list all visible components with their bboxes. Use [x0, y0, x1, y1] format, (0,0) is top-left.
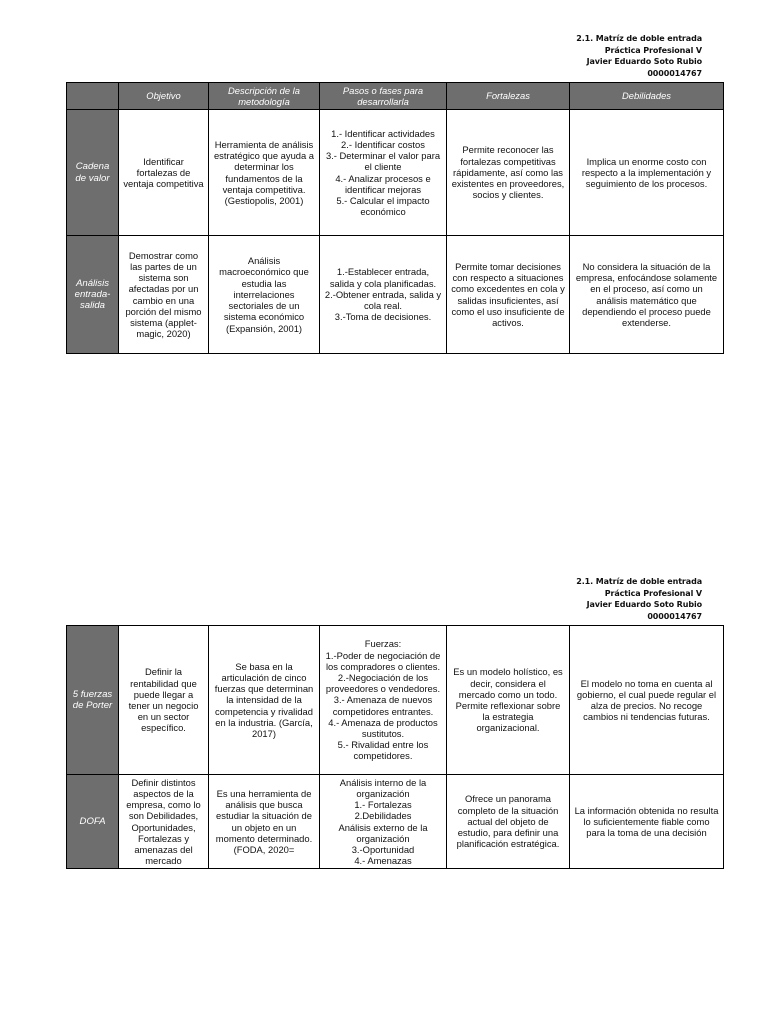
- row-header: Análisis entrada-salida: [67, 236, 119, 354]
- header-course: Práctica Profesional V: [604, 45, 702, 55]
- column-header-descripcion: Descripción de la metodología: [209, 83, 320, 110]
- cell-objetivo: Definir distintos aspectos de la empresa, como lo son Debilidades, Oportunidades, Fortalezas y amenazas del mercado: [119, 775, 209, 869]
- column-header-debilidades: Debilidades: [570, 83, 724, 110]
- cell-fortalezas: Permite tomar decisiones con respecto a situaciones como excedentes en cola y salidas insuficientes, así como el uso insuficiente de activos.: [447, 236, 570, 354]
- table-row: [67, 236, 724, 354]
- cell-debilidades: No considera la situación de la empresa, enfocándose solamente en el proceso, así como un análisis matemático que dependiendo el proceso puede extenderse.: [570, 236, 724, 354]
- header-id: 0000014767: [647, 68, 702, 78]
- cell-objetivo: Identificar fortalezas de ventaja competitiva: [119, 110, 209, 236]
- table-header-row: [67, 83, 724, 110]
- header-id: 0000014767: [647, 611, 702, 621]
- cell-descripcion: Se basa en la articulación de cinco fuerzas que determinan la intensidad de la competencia y rivalidad en la industria. (García, 2017): [209, 626, 320, 775]
- matrix-table-page2: [66, 625, 724, 869]
- row-header: Cadena de valor: [67, 110, 119, 236]
- row-header: DOFA: [67, 775, 119, 869]
- column-header-fortalezas: Fortalezas: [447, 83, 570, 110]
- cell-fortalezas: Permite reconocer las fortalezas competitivas rápidamente, así como las existentes en proveedores, socios y clientes.: [447, 110, 570, 236]
- document-header: [576, 576, 702, 622]
- cell-pasos: 1.-Establecer entrada, salida y cola planificadas. 2.-Obtener entrada, salida y cola real. 3.-Toma de decisiones.: [320, 236, 447, 354]
- cell-debilidades: El modelo no toma en cuenta al gobierno, el cual puede regular el alza de precios. No recoge cambios ni tendencias futuras.: [570, 626, 724, 775]
- header-corner: [67, 83, 119, 110]
- cell-debilidades: Implica un enorme costo con respecto a la implementación y seguimiento de los procesos.: [570, 110, 724, 236]
- cell-debilidades: La información obtenida no resulta lo suficientemente fiable como para la toma de una decisión: [570, 775, 724, 869]
- cell-pasos: 1.- Identificar actividades 2.- Identificar costos 3.- Determinar el valor para el cliente 4.- Analizar procesos e identificar mejoras 5.- Calcular el impacto económico: [320, 110, 447, 236]
- cell-objetivo: Demostrar como las partes de un sistema son afectadas por un cambio en una porción del mismo sistema (applet-magic, 2020): [119, 236, 209, 354]
- header-author: Javier Eduardo Soto Rubio: [586, 57, 702, 66]
- cell-fortalezas: Ofrece un panorama completo de la situación actual del objeto de estudio, para definir una planificación estratégica.: [447, 775, 570, 869]
- table-row: [67, 775, 724, 869]
- cell-descripcion: Análisis macroeconómico que estudia las interrelaciones sectoriales de un sistema económico (Expansión, 2001): [209, 236, 320, 354]
- cell-descripcion: Herramienta de análisis estratégico que ayuda a determinar los fundamentos de la ventaja competitiva. (Gestiopolis, 2001): [209, 110, 320, 236]
- table-row: [67, 110, 724, 236]
- cell-pasos: Análisis interno de la organización 1.- Fortalezas 2.Debilidades Análisis externo de la organización 3.-Oportunidad 4.- Amenazas: [320, 775, 447, 869]
- document-header: [576, 33, 702, 79]
- column-header-objetivo: Objetivo: [119, 83, 209, 110]
- header-title: 2.1. Matríz de doble entrada: [576, 34, 702, 43]
- header-title: 2.1. Matríz de doble entrada: [576, 577, 702, 586]
- header-author: Javier Eduardo Soto Rubio: [586, 600, 702, 609]
- cell-pasos: Fuerzas: 1.-Poder de negociación de los compradores o clientes. 2.-Negociación de los proveedores o vendedores. 3.- Amenaza de nuevos competidores entrantes. 4.- Amenaza de productos sustitutos. 5.- Rivalidad entre los competidores.: [320, 626, 447, 775]
- cell-descripcion: Es una herramienta de análisis que busca estudiar la situación de un objeto en un momento determinado. (FODA, 2020=: [209, 775, 320, 869]
- cell-fortalezas: Es un modelo holístico, es decir, considera el mercado como un todo. Permite reflexionar sobre la estrategia organizacional.: [447, 626, 570, 775]
- row-header: 5 fuerzas de Porter: [67, 626, 119, 775]
- cell-objetivo: Definir la rentabilidad que puede llegar a tener un negocio en un sector específico.: [119, 626, 209, 775]
- column-header-pasos: Pasos o fases para desarrollarla: [320, 83, 447, 110]
- matrix-table-page1: [66, 82, 724, 354]
- header-course: Práctica Profesional V: [604, 588, 702, 598]
- table-row: [67, 626, 724, 775]
